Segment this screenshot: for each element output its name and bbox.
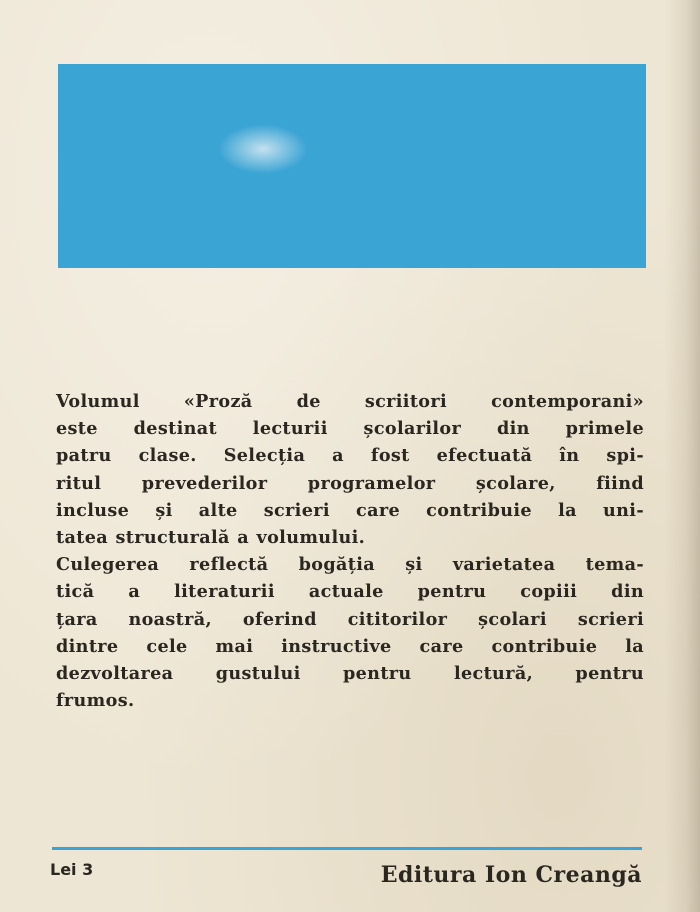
blue-divider-rule [52, 847, 642, 850]
description-line: țara noastră, oferind cititorilor școlari scrieri [56, 608, 644, 630]
description-line: este destinat lecturii școlarilor din primele [56, 418, 644, 440]
description-line: incluse și alte scrieri care contribuie la uni- [56, 499, 644, 521]
description-line: frumos. [56, 690, 135, 712]
description-line: Culegerea reflectă bogăția și varietatea tema- [56, 554, 644, 576]
description-line: ritul prevederilor programelor școlare, fiind [56, 472, 644, 494]
description-line: dintre cele mai instructive care contribuie la [56, 635, 644, 657]
spine-shadow [664, 0, 700, 912]
description-line: tatea structurală a volumului. [56, 526, 366, 548]
description-line: tică a literaturii actuale pentru copiii din [56, 581, 644, 603]
price-label: Lei 3 [50, 860, 94, 879]
description-line: dezvoltarea gustului pentru lectură, pentru [56, 662, 644, 684]
worn-smudge [218, 124, 308, 174]
blue-color-band [58, 64, 646, 268]
publisher-name: Editura Ion Creangă [380, 862, 642, 888]
description-line: patru clase. Selecția a fost efectuată în spi- [56, 445, 644, 467]
description-line: Volumul «Proză de scriitori contemporani» [56, 391, 644, 412]
book-description [56, 388, 644, 714]
